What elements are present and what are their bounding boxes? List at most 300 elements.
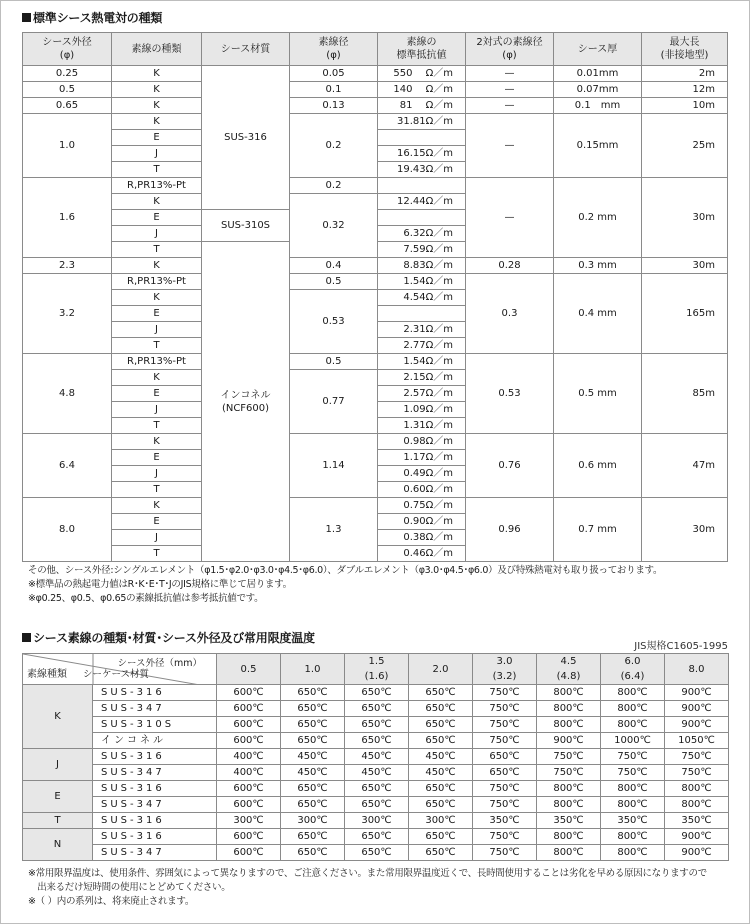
max-length-cell: 2m: [642, 66, 728, 82]
material-text: (NCF600): [221, 402, 270, 414]
header-text: 2対式の素線径: [476, 37, 543, 48]
max-length-cell: 30m: [642, 178, 728, 258]
temperature-cell: 800℃: [537, 685, 601, 701]
table2-title-text: シース素線の種類･材質･シース外径及び常用限度温度: [33, 631, 315, 645]
header-sheath-material: シース材質: [202, 33, 290, 66]
temperature-cell: 750℃: [537, 765, 601, 781]
corner-outer-label: シース外径（mm）: [117, 658, 202, 669]
sheath-thickness-cell: 0.15mm: [554, 114, 642, 178]
temperature-cell: 300℃: [409, 813, 473, 829]
temperature-cell: 650℃: [281, 685, 345, 701]
element-type-cell: T: [112, 418, 202, 434]
header-text: (φ): [326, 50, 341, 61]
outer-diameter-cell: 0.5: [23, 82, 112, 98]
table1-header-row: [23, 33, 728, 66]
diameter-old-value: (3.2): [492, 671, 517, 682]
pair-wire-cell: 0.53: [466, 354, 554, 434]
jis-standard-label: JIS規格C1605-1995: [634, 641, 728, 652]
temperature-cell: 800℃: [601, 685, 665, 701]
max-length-cell: 30m: [642, 498, 728, 562]
outer-diameter-cell: 0.65: [23, 98, 112, 114]
header-text: (φ): [59, 50, 75, 61]
outer-diameter-cell: 3.2: [23, 274, 112, 354]
pair-wire-cell: —: [466, 98, 554, 114]
element-type-cell: R,PR13%-Pt: [112, 178, 202, 194]
sheath-material-cell: インコネル: [93, 733, 217, 749]
sheath-material-cell: SUS-347: [93, 797, 217, 813]
resistance-cell: 4.54Ω／m: [378, 290, 466, 306]
table1-row: [23, 498, 728, 514]
table2-note: ※（ ）内の系列は、将来廃止されます。: [28, 896, 195, 907]
header-pair-wire-diameter: [466, 33, 554, 66]
resistance-cell: 1.54Ω／m: [378, 274, 466, 290]
outer-diameter-header: [409, 654, 473, 685]
temperature-cell: 800℃: [537, 781, 601, 797]
temperature-cell: 300℃: [281, 813, 345, 829]
temperature-cell: 650℃: [281, 701, 345, 717]
temperature-cell: 650℃: [281, 781, 345, 797]
temperature-cell: 650℃: [345, 829, 409, 845]
outer-diameter-cell: 1.6: [23, 178, 112, 258]
temperature-cell: 650℃: [409, 685, 473, 701]
element-type-cell: T: [23, 813, 93, 829]
element-type-cell: K: [112, 194, 202, 210]
element-type-cell: E: [112, 514, 202, 530]
max-length-cell: 30m: [642, 258, 728, 274]
resistance-cell: 2.15Ω／m: [378, 370, 466, 386]
temperature-cell: 650℃: [409, 829, 473, 845]
resistance-cell: [378, 178, 466, 194]
table2-row: [23, 717, 729, 733]
temperature-cell: 600℃: [217, 845, 281, 861]
resistance-cell: 31.81Ω／m: [378, 114, 466, 130]
header-text: 標準抵抗値: [396, 50, 447, 61]
header-text: 素線の: [406, 37, 437, 48]
temperature-cell: 350℃: [537, 813, 601, 829]
header-sheath-thickness: シース厚: [554, 33, 642, 66]
sheath-thickness-cell: 0.6 mm: [554, 434, 642, 498]
temperature-cell: 800℃: [537, 829, 601, 845]
max-length-cell: 165m: [642, 274, 728, 354]
table1-row: [23, 82, 728, 98]
resistance-cell: 16.15Ω／m: [378, 146, 466, 162]
wire-diameter-cell: 0.13: [290, 98, 378, 114]
table2-row: [23, 685, 729, 701]
sheath-material-cell: SUS-316: [93, 781, 217, 797]
temperature-cell: 650℃: [281, 829, 345, 845]
resistance-cell: 0.75Ω／m: [378, 498, 466, 514]
temperature-cell: 750℃: [473, 685, 537, 701]
wire-diameter-cell: 0.77: [290, 370, 378, 434]
resistance-cell: 2.57Ω／m: [378, 386, 466, 402]
temperature-cell: 650℃: [409, 701, 473, 717]
element-type-cell: T: [112, 338, 202, 354]
temperature-cell: 650℃: [345, 797, 409, 813]
element-type-cell: J: [112, 226, 202, 242]
element-type-cell: J: [112, 322, 202, 338]
temperature-cell: 450℃: [409, 749, 473, 765]
element-type-cell: K: [112, 370, 202, 386]
table1-title: [22, 11, 162, 25]
table1-row: [23, 66, 728, 82]
element-type-cell: T: [112, 242, 202, 258]
element-type-cell: K: [23, 685, 93, 749]
sheath-material-cell: SUS-316: [93, 813, 217, 829]
table1-row: [23, 178, 728, 194]
element-type-cell: J: [112, 466, 202, 482]
corner-material-label: シーケース材質: [83, 669, 150, 680]
temperature-cell: 900℃: [665, 829, 729, 845]
element-type-cell: E: [112, 306, 202, 322]
temperature-cell: 750℃: [473, 829, 537, 845]
pair-wire-cell: —: [466, 66, 554, 82]
temperature-cell: 800℃: [537, 797, 601, 813]
table1-note: その他、シース外径:シングルエレメント（φ1.5･φ2.0･φ3.0･φ4.5･φ6.0）、ダブルエレメント（φ3.0･φ4.5･φ6.0）及び特殊熱電対も取り扱っております。: [28, 565, 663, 576]
resistance-cell: 0.38Ω／m: [378, 530, 466, 546]
table2-row: [23, 749, 729, 765]
sheath-material-cell: SUS-347: [93, 845, 217, 861]
temperature-cell: 450℃: [345, 765, 409, 781]
sheath-material-cell: SUS-316: [93, 749, 217, 765]
wire-diameter-cell: 1.3: [290, 498, 378, 562]
sheath-thickness-cell: 0.2 mm: [554, 178, 642, 258]
table2-title: [22, 631, 315, 645]
temperature-cell: 650℃: [345, 685, 409, 701]
outer-diameter-header: [601, 654, 665, 685]
temperature-cell: 750℃: [665, 749, 729, 765]
outer-diameter-cell: 8.0: [23, 498, 112, 562]
resistance-cell: 0.98Ω／m: [378, 434, 466, 450]
sheath-material-cell: [202, 242, 290, 562]
outer-diameter-cell: 6.4: [23, 434, 112, 498]
temperature-cell: 800℃: [537, 701, 601, 717]
table2-row: [23, 781, 729, 797]
resistance-cell: 1.09Ω／m: [378, 402, 466, 418]
sheath-thermocouple-table: [22, 32, 728, 562]
element-type-cell: J: [112, 402, 202, 418]
sheath-material-cell: SUS-347: [93, 765, 217, 781]
diameter-value: 0.5: [240, 663, 257, 675]
header-outer-diameter: [23, 33, 112, 66]
temperature-cell: 800℃: [537, 717, 601, 733]
temperature-cell: 300℃: [345, 813, 409, 829]
pair-wire-cell: —: [466, 82, 554, 98]
sheath-material-cell: [202, 66, 290, 210]
material-text: SUS-310S: [220, 220, 271, 231]
temperature-cell: 900℃: [665, 685, 729, 701]
element-type-cell: E: [23, 781, 93, 813]
table1-row: [23, 274, 728, 290]
temperature-cell: 600℃: [217, 829, 281, 845]
table2-row: [23, 813, 729, 829]
sheath-thickness-cell: 0.7 mm: [554, 498, 642, 562]
resistance-cell: 0.60Ω／m: [378, 482, 466, 498]
resistance-cell: [378, 130, 466, 146]
sheath-thickness-cell: 0.3 mm: [554, 258, 642, 274]
temperature-cell: 750℃: [537, 749, 601, 765]
temperature-cell: 350℃: [601, 813, 665, 829]
temperature-cell: 650℃: [345, 701, 409, 717]
sheath-material-cell: SUS-310S: [93, 717, 217, 733]
wire-diameter-cell: 0.2: [290, 114, 378, 178]
wire-diameter-cell: 0.5: [290, 274, 378, 290]
table1-row: [23, 114, 728, 130]
wire-diameter-cell: 0.1: [290, 82, 378, 98]
temperature-cell: 650℃: [409, 781, 473, 797]
element-type-cell: K: [112, 66, 202, 82]
temperature-cell: 650℃: [409, 797, 473, 813]
diameter-value: 4.5: [560, 656, 577, 667]
element-type-cell: K: [112, 434, 202, 450]
temperature-cell: 450℃: [281, 749, 345, 765]
temperature-cell: 600℃: [217, 797, 281, 813]
temperature-cell: 800℃: [601, 717, 665, 733]
temperature-cell: 750℃: [473, 845, 537, 861]
pair-wire-cell: 0.3: [466, 274, 554, 354]
table1-row: [23, 354, 728, 370]
temperature-cell: 650℃: [345, 733, 409, 749]
pair-wire-cell: 0.28: [466, 258, 554, 274]
table2-row: [23, 701, 729, 717]
pair-wire-cell: —: [466, 178, 554, 258]
sheath-material-cell: SUS-347: [93, 701, 217, 717]
max-length-cell: 85m: [642, 354, 728, 434]
outer-diameter-cell: 1.0: [23, 114, 112, 178]
header-text: (非接地型): [660, 50, 709, 61]
element-type-cell: K: [112, 98, 202, 114]
wire-diameter-cell: 1.14: [290, 434, 378, 498]
temperature-cell: 750℃: [473, 701, 537, 717]
outer-diameter-cell: 4.8: [23, 354, 112, 434]
table1-row: [23, 434, 728, 450]
header-text: シース外径: [42, 37, 92, 48]
temperature-cell: 650℃: [345, 717, 409, 733]
temperature-cell: 750℃: [473, 717, 537, 733]
temperature-cell: 600℃: [217, 733, 281, 749]
element-type-cell: K: [112, 258, 202, 274]
table2-row: [23, 829, 729, 845]
pair-wire-cell: —: [466, 114, 554, 178]
table2-row: [23, 797, 729, 813]
resistance-cell: 7.59Ω／m: [378, 242, 466, 258]
temperature-cell: 450℃: [345, 749, 409, 765]
sheath-thickness-cell: 0.5 mm: [554, 354, 642, 434]
resistance-cell: 8.83Ω／m: [378, 258, 466, 274]
temperature-cell: 350℃: [473, 813, 537, 829]
material-text: インコネル: [220, 389, 271, 401]
temperature-cell: 300℃: [217, 813, 281, 829]
temperature-cell: 400℃: [217, 765, 281, 781]
temperature-cell: 450℃: [409, 765, 473, 781]
diameter-value: 3.0: [496, 656, 513, 667]
temperature-cell: 750℃: [665, 765, 729, 781]
element-type-cell: K: [112, 498, 202, 514]
temperature-limit-table: [22, 653, 729, 861]
temperature-cell: 800℃: [601, 845, 665, 861]
resistance-cell: 2.31Ω／m: [378, 322, 466, 338]
wire-diameter-cell: 0.2: [290, 178, 378, 194]
temperature-cell: 650℃: [345, 845, 409, 861]
temperature-cell: 800℃: [537, 845, 601, 861]
resistance-cell: 0.49Ω／m: [378, 466, 466, 482]
element-type-cell: J: [112, 146, 202, 162]
temperature-cell: 650℃: [281, 797, 345, 813]
table1-title-text: 標準シース熱電対の種類: [33, 11, 163, 25]
resistance-cell: 19.43Ω／m: [378, 162, 466, 178]
diameter-old-value: (6.4): [620, 671, 645, 682]
table2-row: [23, 765, 729, 781]
temperature-cell: 650℃: [281, 845, 345, 861]
temperature-cell: 800℃: [665, 781, 729, 797]
sheath-thickness-cell: 0.01mm: [554, 66, 642, 82]
temperature-cell: 750℃: [473, 781, 537, 797]
square-bullet-icon: [22, 13, 31, 22]
temperature-cell: 750℃: [473, 797, 537, 813]
diameter-value: 1.5: [368, 656, 385, 667]
table1-row: [23, 98, 728, 114]
outer-diameter-header: [665, 654, 729, 685]
outer-diameter-header: [345, 654, 409, 685]
table2-row: [23, 733, 729, 749]
resistance-cell: 12.44Ω／m: [378, 194, 466, 210]
outer-diameter-header: [281, 654, 345, 685]
header-corner-cell: [23, 654, 217, 685]
resistance-cell: 550 Ω／m: [378, 66, 466, 82]
element-type-cell: J: [23, 749, 93, 781]
temperature-cell: 1050℃: [665, 733, 729, 749]
table2-row: [23, 845, 729, 861]
temperature-cell: 800℃: [601, 701, 665, 717]
temperature-cell: 900℃: [665, 845, 729, 861]
sheath-material-cell: [202, 210, 290, 242]
header-element-type: 素線の種類: [112, 33, 202, 66]
wire-diameter-cell: 0.53: [290, 290, 378, 354]
temperature-cell: 900℃: [665, 717, 729, 733]
diameter-old-value: (4.8): [556, 671, 581, 682]
corner-element-label: 素線種類: [27, 669, 67, 680]
resistance-cell: [378, 306, 466, 322]
max-length-cell: 10m: [642, 98, 728, 114]
square-bullet-icon: [22, 633, 31, 642]
temperature-cell: 650℃: [473, 749, 537, 765]
diameter-value: 2.0: [432, 663, 449, 675]
temperature-cell: 450℃: [281, 765, 345, 781]
resistance-cell: 0.46Ω／m: [378, 546, 466, 562]
wire-diameter-cell: 0.5: [290, 354, 378, 370]
sheath-thickness-cell: 0.07mm: [554, 82, 642, 98]
table2-note: ※常用限界温度は、使用条件、雰囲気によって異なりますので、ご注意ください。また常用限界温度近くで、長時間使用することは劣化を早める原因になりますので: [28, 868, 707, 879]
element-type-cell: T: [112, 482, 202, 498]
temperature-cell: 650℃: [409, 717, 473, 733]
temperature-cell: 750℃: [601, 749, 665, 765]
resistance-cell: 6.32Ω／m: [378, 226, 466, 242]
header-wire-diameter: [290, 33, 378, 66]
temperature-cell: 400℃: [217, 749, 281, 765]
temperature-cell: 600℃: [217, 685, 281, 701]
resistance-cell: 140 Ω／m: [378, 82, 466, 98]
element-type-cell: E: [112, 210, 202, 226]
resistance-cell: 2.77Ω／m: [378, 338, 466, 354]
table1-row: [23, 258, 728, 274]
outer-diameter-header: [473, 654, 537, 685]
element-type-cell: T: [112, 546, 202, 562]
wire-diameter-cell: 0.4: [290, 258, 378, 274]
material-text: SUS-316: [224, 132, 267, 143]
outer-diameter-cell: 2.3: [23, 258, 112, 274]
temperature-cell: 650℃: [473, 765, 537, 781]
temperature-cell: 600℃: [217, 701, 281, 717]
diameter-old-value: (1.6): [364, 671, 389, 682]
outer-diameter-cell: 0.25: [23, 66, 112, 82]
temperature-cell: 900℃: [665, 701, 729, 717]
temperature-cell: 800℃: [601, 797, 665, 813]
table1-note: ※φ0.25、φ0.5、φ0.65の素線抵抗値は参考抵抗値です。: [28, 593, 264, 604]
temperature-cell: 350℃: [665, 813, 729, 829]
temperature-cell: 750℃: [473, 733, 537, 749]
outer-diameter-header: [217, 654, 281, 685]
sheath-thickness-cell: 0.1 mm: [554, 98, 642, 114]
element-type-cell: T: [112, 162, 202, 178]
element-type-cell: J: [112, 530, 202, 546]
header-resistance: [378, 33, 466, 66]
element-type-cell: N: [23, 829, 93, 861]
header-text: 最大長: [669, 37, 700, 48]
header-text: 素線径: [318, 37, 349, 48]
temperature-cell: 600℃: [217, 717, 281, 733]
max-length-cell: 12m: [642, 82, 728, 98]
resistance-cell: 0.90Ω／m: [378, 514, 466, 530]
sheath-material-cell: SUS-316: [93, 829, 217, 845]
temperature-cell: 800℃: [601, 829, 665, 845]
element-type-cell: R,PR13%-Pt: [112, 274, 202, 290]
wire-diameter-cell: 0.32: [290, 194, 378, 258]
table1-note: ※標準品の熱起電力値はR･K･E･T･JのJIS規格に準じて居ります。: [28, 579, 292, 590]
sheath-material-cell: SUS-316: [93, 685, 217, 701]
diameter-value: 8.0: [688, 663, 705, 675]
resistance-cell: 1.31Ω／m: [378, 418, 466, 434]
temperature-cell: 800℃: [665, 797, 729, 813]
temperature-cell: 650℃: [345, 781, 409, 797]
temperature-cell: 650℃: [409, 845, 473, 861]
resistance-cell: 1.54Ω／m: [378, 354, 466, 370]
temperature-cell: 650℃: [409, 733, 473, 749]
temperature-cell: 600℃: [217, 781, 281, 797]
element-type-cell: K: [112, 114, 202, 130]
table2-note: 出来るだけ短時間の使用にとどめてください。: [28, 882, 231, 893]
diameter-value: 1.0: [304, 663, 321, 675]
temperature-cell: 650℃: [281, 733, 345, 749]
element-type-cell: E: [112, 130, 202, 146]
max-length-cell: 47m: [642, 434, 728, 498]
temperature-cell: 900℃: [537, 733, 601, 749]
resistance-cell: [378, 210, 466, 226]
diameter-value: 6.0: [624, 656, 641, 667]
sheath-thickness-cell: 0.4 mm: [554, 274, 642, 354]
temperature-cell: 1000℃: [601, 733, 665, 749]
header-text: (φ): [502, 50, 517, 61]
pair-wire-cell: 0.76: [466, 434, 554, 498]
temperature-cell: 650℃: [281, 717, 345, 733]
resistance-cell: 1.17Ω／m: [378, 450, 466, 466]
max-length-cell: 25m: [642, 114, 728, 178]
element-type-cell: E: [112, 386, 202, 402]
outer-diameter-header: [537, 654, 601, 685]
wire-diameter-cell: 0.05: [290, 66, 378, 82]
element-type-cell: R,PR13%-Pt: [112, 354, 202, 370]
element-type-cell: K: [112, 82, 202, 98]
temperature-cell: 750℃: [601, 765, 665, 781]
resistance-cell: 81 Ω／m: [378, 98, 466, 114]
